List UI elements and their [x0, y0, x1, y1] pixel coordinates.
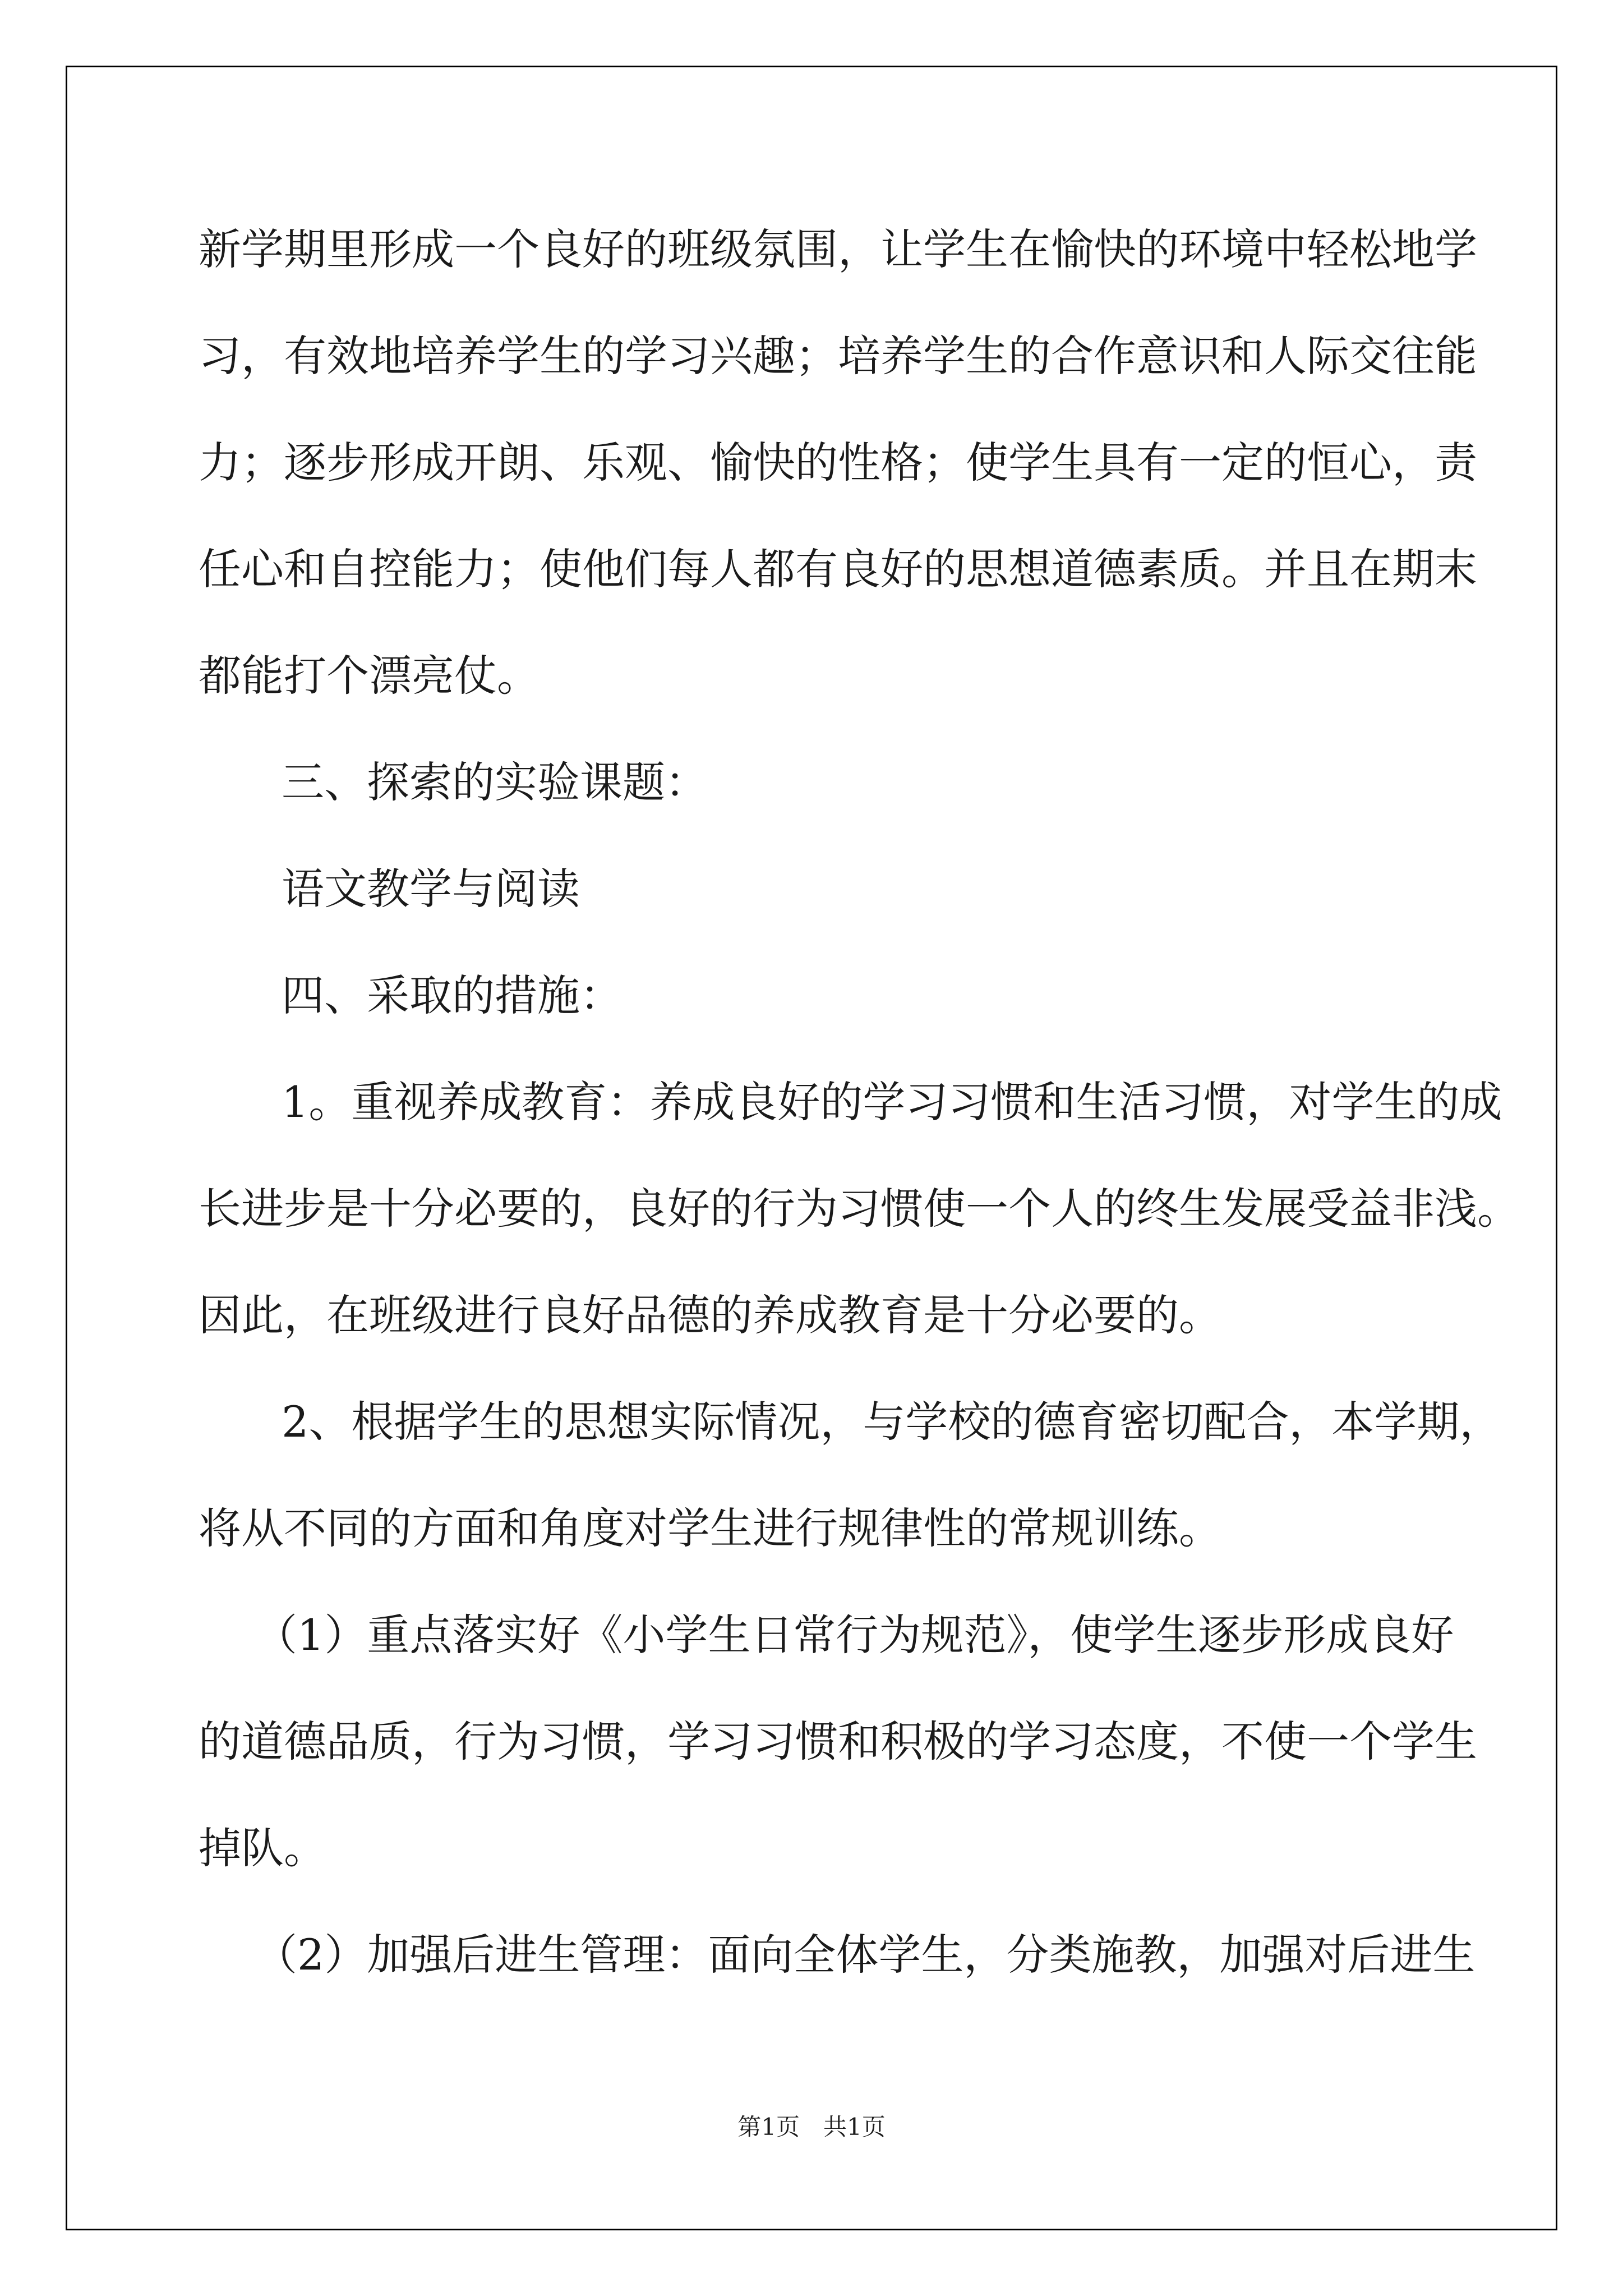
text-line: 掉队。: [199, 1823, 326, 1873]
text-line: 新学期里形成一个良好的班级氛围，让学生在愉快的环境中轻松地学: [199, 224, 1477, 274]
text-line: 因此，在班级进行良好品德的养成教育是十分必要的。: [199, 1290, 1221, 1340]
page-number-footer: 第1页 共1页: [737, 2113, 886, 2141]
text-line: 任心和自控能力；使他们每人都有良好的思想道德素质。并且在期末: [199, 544, 1477, 594]
text-line: 语文教学与阅读: [282, 864, 580, 914]
text-line: （1）重点落实好《小学生日常行为规范》，使学生逐步形成良好: [255, 1610, 1454, 1660]
text-line: 1。重视养成教育：养成良好的学习习惯和生活习惯，对学生的成: [282, 1077, 1502, 1127]
text-line: 将从不同的方面和角度对学生进行规律性的常规训练。: [199, 1503, 1221, 1553]
text-line: 的道德品质，行为习惯，学习习惯和积极的学习态度，不使一个学生: [199, 1717, 1477, 1766]
text-line: 都能打个漂亮仗。: [199, 651, 540, 701]
text-line: 力；逐步形成开朗、乐观、愉快的性格；使学生具有一定的恒心，责: [199, 438, 1477, 487]
page-border: [66, 66, 1557, 2230]
section-heading: 四、采取的措施：: [282, 970, 623, 1020]
text-line: （2）加强后进生管理：面向全体学生，分类施教，加强对后进生: [255, 1930, 1476, 1980]
section-heading: 三、探索的实验课题：: [282, 757, 708, 807]
text-line: 习，有效地培养学生的学习兴趣；培养学生的合作意识和人际交往能: [199, 331, 1477, 381]
text-line: 长进步是十分必要的，良好的行为习惯使一个人的终生发展受益非浅。: [199, 1184, 1520, 1234]
text-line: 2、根据学生的思想实际情况，与学校的德育密切配合，本学期，: [282, 1397, 1502, 1447]
